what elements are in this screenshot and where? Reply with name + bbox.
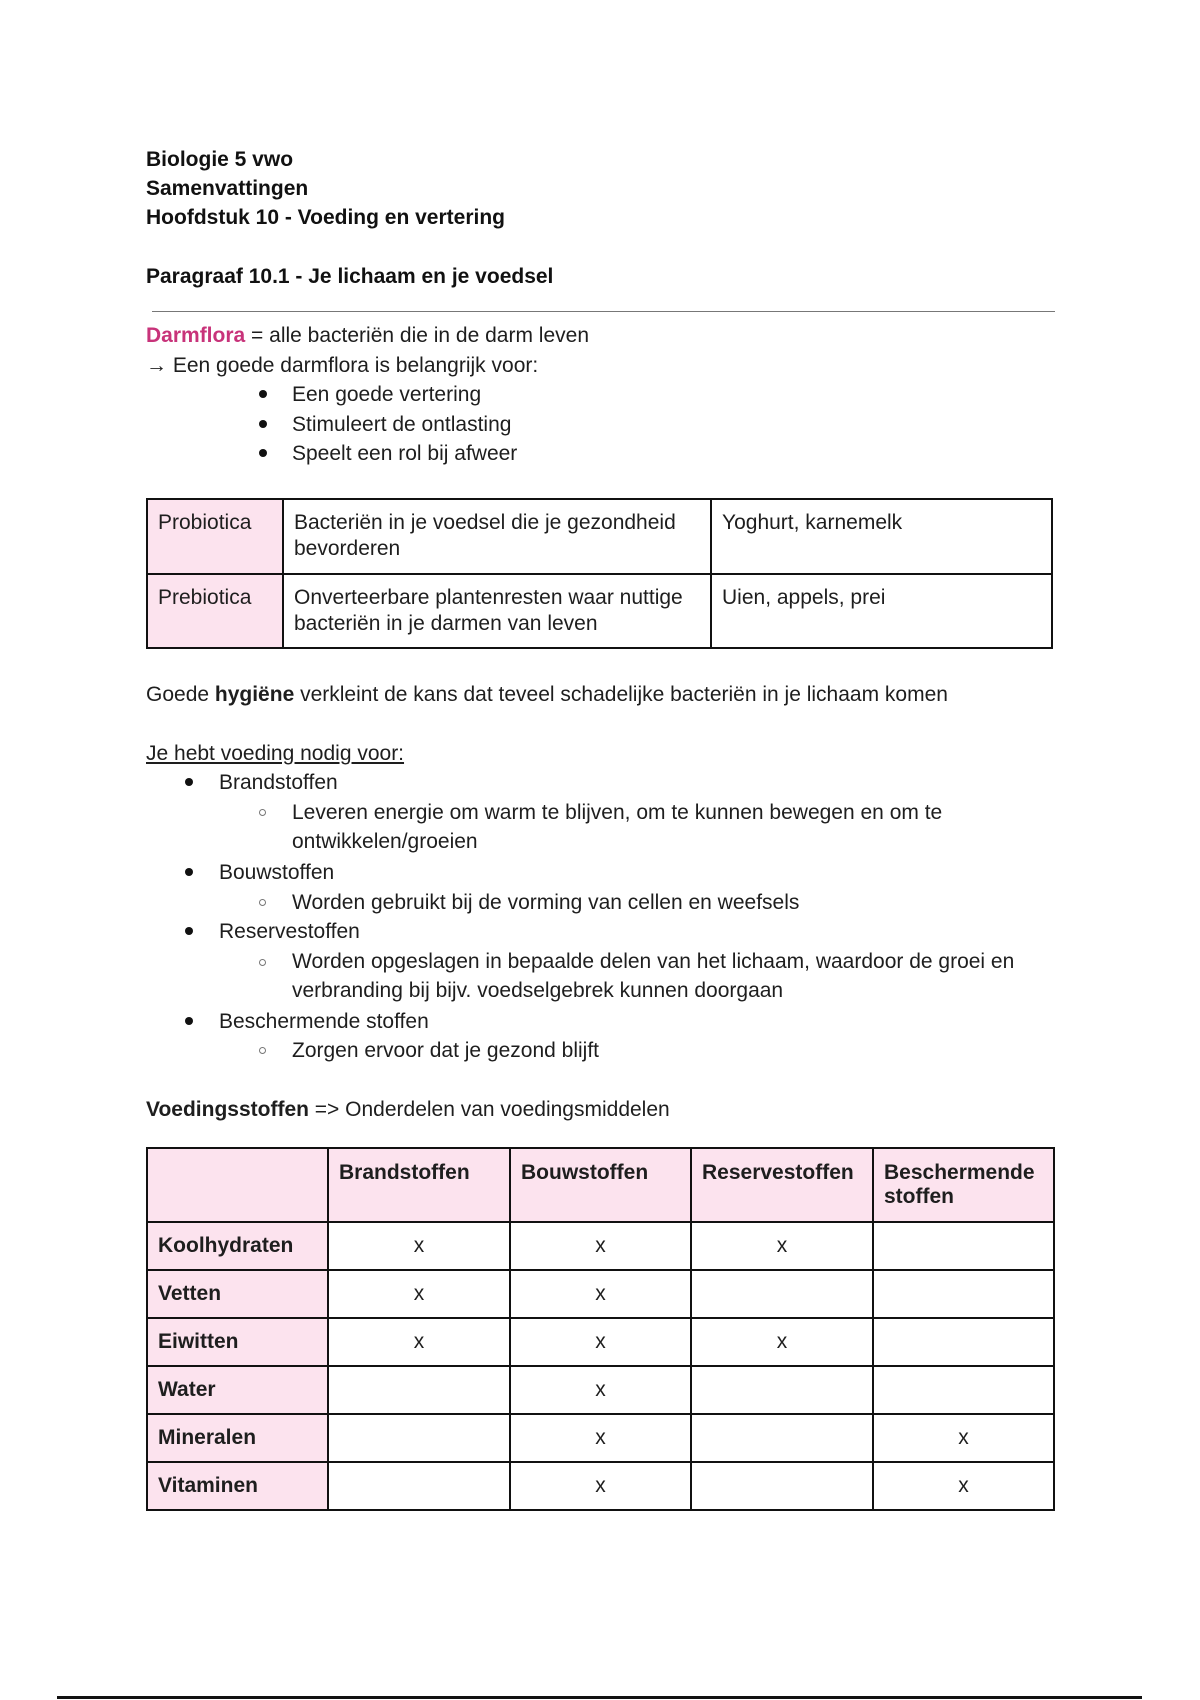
table-cell-examples: Yoghurt, karnemelk [711, 499, 1052, 574]
section-title: Paragraaf 10.1 - Je lichaam en je voedsel [146, 265, 554, 288]
bullet-icon [185, 778, 193, 786]
list-item: Brandstoffen [219, 771, 338, 794]
sub-bullet-icon [259, 1047, 266, 1054]
bullet-icon [185, 927, 193, 935]
table-cell: x [691, 1222, 873, 1270]
nutrient-table [146, 1147, 1055, 1511]
sub-bullet-icon [259, 959, 266, 966]
table-cell: x [328, 1318, 510, 1366]
table-row [147, 574, 1052, 648]
table-row [147, 1318, 1054, 1366]
bullet-icon [259, 420, 267, 428]
table-cell [691, 1462, 873, 1510]
table-cell [328, 1414, 510, 1462]
table-cell [691, 1366, 873, 1414]
table-cell: x [510, 1414, 691, 1462]
darmflora-definition [146, 321, 589, 350]
list-item: Een goede vertering [292, 383, 482, 406]
sub-list-item: Zorgen ervoor dat je gezond blijft [292, 1039, 600, 1062]
table-row [147, 1462, 1054, 1510]
table-cell: x [510, 1462, 691, 1510]
row-label: Vetten [147, 1270, 328, 1318]
voedingsstoffen-term: Voedingsstoffen [146, 1098, 309, 1121]
table-cell-examples: Uien, appels, prei [711, 574, 1052, 648]
darmflora-definition-text: = alle bacteriën die in de darm leven [245, 324, 589, 347]
darmflora-term: Darmflora [146, 324, 246, 347]
sub-bullet-icon [259, 809, 266, 816]
table-cell: x [510, 1222, 691, 1270]
row-label: Vitaminen [147, 1462, 328, 1510]
bullet-icon [185, 868, 193, 876]
list-item: Speelt een rol bij afweer [292, 442, 518, 465]
table-cell [328, 1462, 510, 1510]
table-cell [328, 1366, 510, 1414]
doc-subject-title: Biologie 5 vwo [146, 148, 294, 171]
table-cell-description: Bacteriën in je voedsel die je gezondheid bevorderen [283, 499, 711, 574]
hygiene-statement [146, 680, 948, 709]
row-label: Eiwitten [147, 1318, 328, 1366]
table-cell [873, 1318, 1054, 1366]
page-bottom-border [57, 1696, 1142, 1699]
sub-list-item-continued: verbranding bij bijv. voedselgebrek kunnen doorgaan [292, 979, 784, 1002]
list-item: Beschermende stoffen [219, 1010, 429, 1033]
nutrition-needs-heading: Je hebt voeding nodig voor: [146, 742, 405, 765]
darmflora-arrow-line: → Een goede darmflora is belangrijk voor: [146, 354, 539, 377]
sub-list-item: Leveren energie om warm te blijven, om te kunnen bewegen en om te [292, 801, 943, 824]
table-cell-description: Onverteerbare plantenresten waar nuttige bacteriën in je darmen van leven [283, 574, 711, 648]
table-cell-label: Prebiotica [147, 574, 283, 648]
row-label: Water [147, 1366, 328, 1414]
doc-type-title: Samenvattingen [146, 177, 309, 200]
table-cell [873, 1270, 1054, 1318]
voedingsstoffen-text: => Onderdelen van voedingsmiddelen [308, 1098, 670, 1121]
table-header-row [147, 1148, 1054, 1222]
table-header-cell: Beschermende stoffen [873, 1148, 1054, 1222]
table-header-cell: Reservestoffen [691, 1148, 873, 1222]
hygiene-term: hygiëne [214, 683, 295, 706]
table-header-cell: Brandstoffen [328, 1148, 510, 1222]
bullet-icon [259, 449, 267, 457]
table-cell [691, 1270, 873, 1318]
table-cell: x [510, 1366, 691, 1414]
table-row [147, 1366, 1054, 1414]
list-item: Reservestoffen [219, 920, 360, 943]
table-row [147, 1270, 1054, 1318]
table-cell: x [873, 1462, 1054, 1510]
list-item: Bouwstoffen [219, 861, 335, 884]
table-cell: x [691, 1318, 873, 1366]
row-label: Mineralen [147, 1414, 328, 1462]
bullet-icon [185, 1017, 193, 1025]
biotica-table [146, 498, 1053, 649]
table-cell: x [510, 1270, 691, 1318]
list-item: Stimuleert de ontlasting [292, 413, 512, 436]
hygiene-post: verkleint de kans dat teveel schadelijke bacteriën in je lichaam komen [294, 683, 948, 706]
table-cell [873, 1222, 1054, 1270]
sub-list-item: Worden gebruikt bij de vorming van cellen en weefsels [292, 891, 800, 914]
table-cell [691, 1414, 873, 1462]
table-header-cell [147, 1148, 328, 1222]
sub-list-item-continued: ontwikkelen/groeien [292, 830, 478, 853]
sub-list-item: Worden opgeslagen in bepaalde delen van het lichaam, waardoor de groei en [292, 950, 1015, 973]
table-row [147, 1222, 1054, 1270]
table-cell: x [328, 1222, 510, 1270]
table-cell: x [328, 1270, 510, 1318]
chapter-title: Hoofdstuk 10 - Voeding en vertering [146, 206, 505, 229]
table-cell: x [873, 1414, 1054, 1462]
table-cell: x [510, 1318, 691, 1366]
bullet-icon [259, 390, 267, 398]
table-row [147, 499, 1052, 574]
hygiene-pre: Goede [146, 683, 215, 706]
table-row [147, 1414, 1054, 1462]
table-header-cell: Bouwstoffen [510, 1148, 691, 1222]
sub-bullet-icon [259, 899, 266, 906]
table-cell [873, 1366, 1054, 1414]
row-label: Koolhydraten [147, 1222, 328, 1270]
section-divider [152, 311, 1055, 312]
voedingsstoffen-definition [146, 1095, 670, 1124]
table-cell-label: Probiotica [147, 499, 283, 574]
